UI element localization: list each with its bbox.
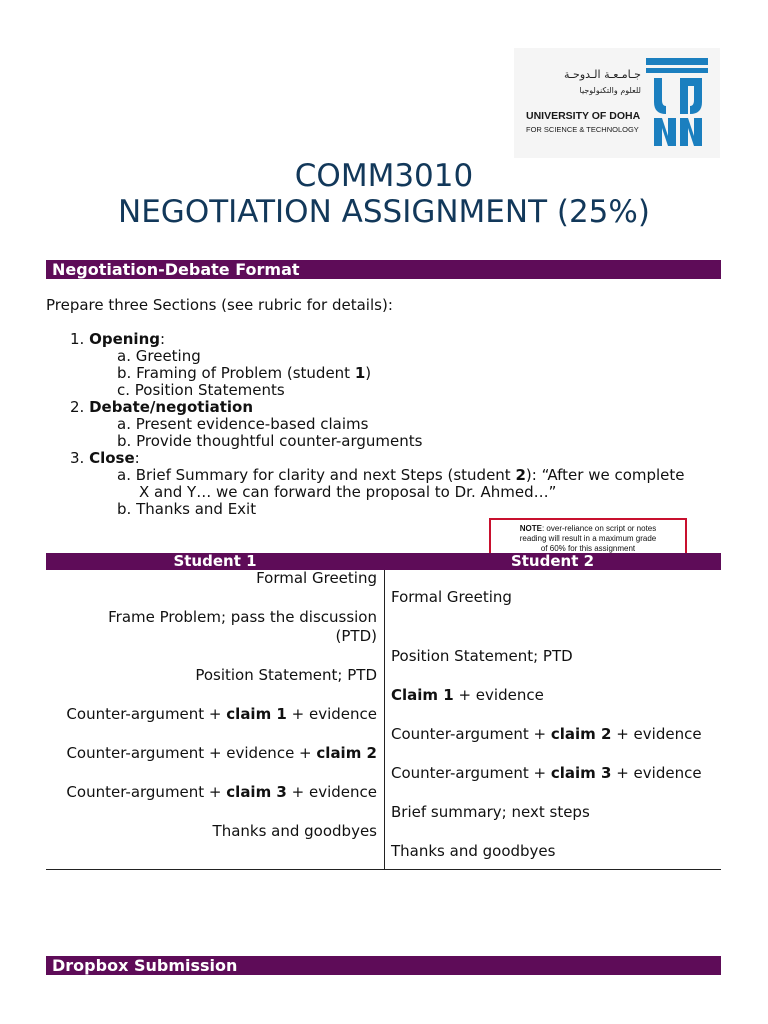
- list-text: Framing of Problem (student: [136, 364, 355, 382]
- list-text: Position Statements: [134, 381, 285, 399]
- list-item-opening: [70, 331, 165, 348]
- student1-counter-claim2: [46, 744, 377, 763]
- list-subitem-summary-line2: X and Y… we can forward the proposal to Dr. Ahmed…”: [139, 483, 557, 501]
- list-text: Present evidence-based claims: [135, 415, 369, 433]
- note-text-3: of 60% for this assignment: [540, 544, 636, 553]
- list-mark: b.: [117, 364, 132, 382]
- student1-counter-claim3: [46, 783, 377, 802]
- list-number: 1.: [70, 330, 85, 348]
- cell-text: + evidence: [286, 783, 377, 801]
- list-number: 3.: [70, 449, 85, 467]
- list-suffix: :: [134, 449, 140, 467]
- list-subitem-position: [117, 382, 285, 399]
- cell-text: Counter-argument +: [391, 725, 551, 743]
- list-subitem-counter: [117, 433, 422, 450]
- list-text: Provide thoughtful counter-arguments: [136, 432, 423, 450]
- cell-text: + evidence: [611, 764, 702, 782]
- student1-thanks: Thanks and goodbyes: [212, 822, 377, 840]
- note-box: [489, 518, 687, 556]
- table-header: [46, 553, 721, 570]
- list-number: 2.: [70, 398, 85, 416]
- student1-formal-greeting: Formal Greeting: [256, 569, 377, 587]
- student2-counter-claim3: [391, 764, 721, 783]
- list-text-bold: 2: [515, 466, 526, 484]
- list-text-bold: 1: [354, 364, 366, 382]
- list-subitem-framing: [117, 365, 371, 382]
- student1-counter-claim1: [46, 705, 377, 724]
- list-label: Opening: [89, 330, 160, 348]
- list-subitem-summary: [117, 467, 685, 484]
- list-mark: c.: [117, 381, 131, 399]
- student2-brief-summary: Brief summary; next steps: [391, 803, 590, 821]
- course-code-title: COMM3010: [294, 158, 474, 194]
- section-heading-format: Negotiation-Debate Format: [46, 260, 721, 279]
- list-text: ): “After we complete: [525, 466, 685, 484]
- list-mark: a.: [117, 347, 131, 365]
- table-column-divider: [384, 570, 385, 870]
- student2-position-statement: Position Statement; PTD: [391, 647, 573, 665]
- student2-counter-claim2: [391, 725, 721, 744]
- cell-text-bold: claim 3: [226, 783, 287, 801]
- note-label: NOTE: [519, 524, 542, 533]
- list-mark: b.: [117, 432, 132, 450]
- list-subitem-greeting: [117, 348, 201, 365]
- list-mark: a.: [117, 415, 131, 433]
- list-item-debate: [70, 399, 253, 416]
- table-bottom-rule: [46, 869, 721, 870]
- logo-arabic-name: جـامـعـة الـدوحـة: [563, 68, 641, 81]
- cell-text-bold: claim 2: [316, 744, 377, 762]
- cell-text: Counter-argument + evidence +: [66, 744, 317, 762]
- student2-thanks: Thanks and goodbyes: [391, 842, 556, 860]
- list-subitem-claims: [117, 416, 368, 433]
- logo-mark-icon: [644, 56, 710, 148]
- cell-text-bold: Claim 1: [391, 686, 454, 704]
- cell-text-bold: claim 1: [226, 705, 287, 723]
- cell-text: + evidence: [286, 705, 377, 723]
- list-suffix: :: [160, 330, 166, 348]
- student1-frame-problem: Frame Problem; pass the discussion: [108, 608, 377, 626]
- student2-formal-greeting: Formal Greeting: [391, 588, 512, 606]
- column-header-student2: Student 2: [510, 552, 595, 570]
- logo-arabic-sub: للعلوم والتكنولوجيا: [579, 86, 641, 95]
- note-text-2: reading will result in a maximum grade: [519, 534, 657, 543]
- cell-text: + evidence: [453, 686, 544, 704]
- cell-text-bold: claim 2: [550, 725, 612, 743]
- list-mark: b.: [117, 500, 132, 518]
- note-text-1: : over-reliance on script or notes: [541, 524, 657, 533]
- list-label: Debate/negotiation: [89, 398, 254, 416]
- cell-text: Counter-argument +: [66, 705, 227, 723]
- intro-text: Prepare three Sections (see rubric for details):: [46, 296, 393, 314]
- list-label: Close: [89, 449, 135, 467]
- assignment-title: NEGOTIATION ASSIGNMENT (25%): [118, 194, 650, 230]
- logo-university-subtitle: FOR SCIENCE & TECHNOLOGY: [526, 125, 639, 134]
- logo-university-name: UNIVERSITY OF DOHA: [526, 110, 641, 122]
- column-header-student1: Student 1: [173, 552, 257, 570]
- student1-position-statement: Position Statement; PTD: [195, 666, 377, 684]
- list-text: Brief Summary for clarity and next Steps (student: [135, 466, 516, 484]
- student2-claim1: [391, 686, 721, 705]
- cell-text: Counter-argument +: [66, 783, 227, 801]
- student1-frame-problem-ptd: (PTD): [335, 627, 377, 645]
- list-mark: a.: [117, 466, 131, 484]
- cell-text-bold: claim 3: [550, 764, 612, 782]
- section-heading-dropbox: Dropbox Submission: [46, 956, 721, 975]
- university-logo: [514, 48, 720, 158]
- cell-text: Counter-argument +: [391, 764, 551, 782]
- list-text: ): [365, 364, 372, 382]
- cell-text: + evidence: [611, 725, 702, 743]
- list-text: Thanks and Exit: [136, 500, 257, 518]
- list-text: Greeting: [135, 347, 201, 365]
- list-subitem-thanks: [117, 501, 256, 518]
- list-item-close: [70, 450, 140, 467]
